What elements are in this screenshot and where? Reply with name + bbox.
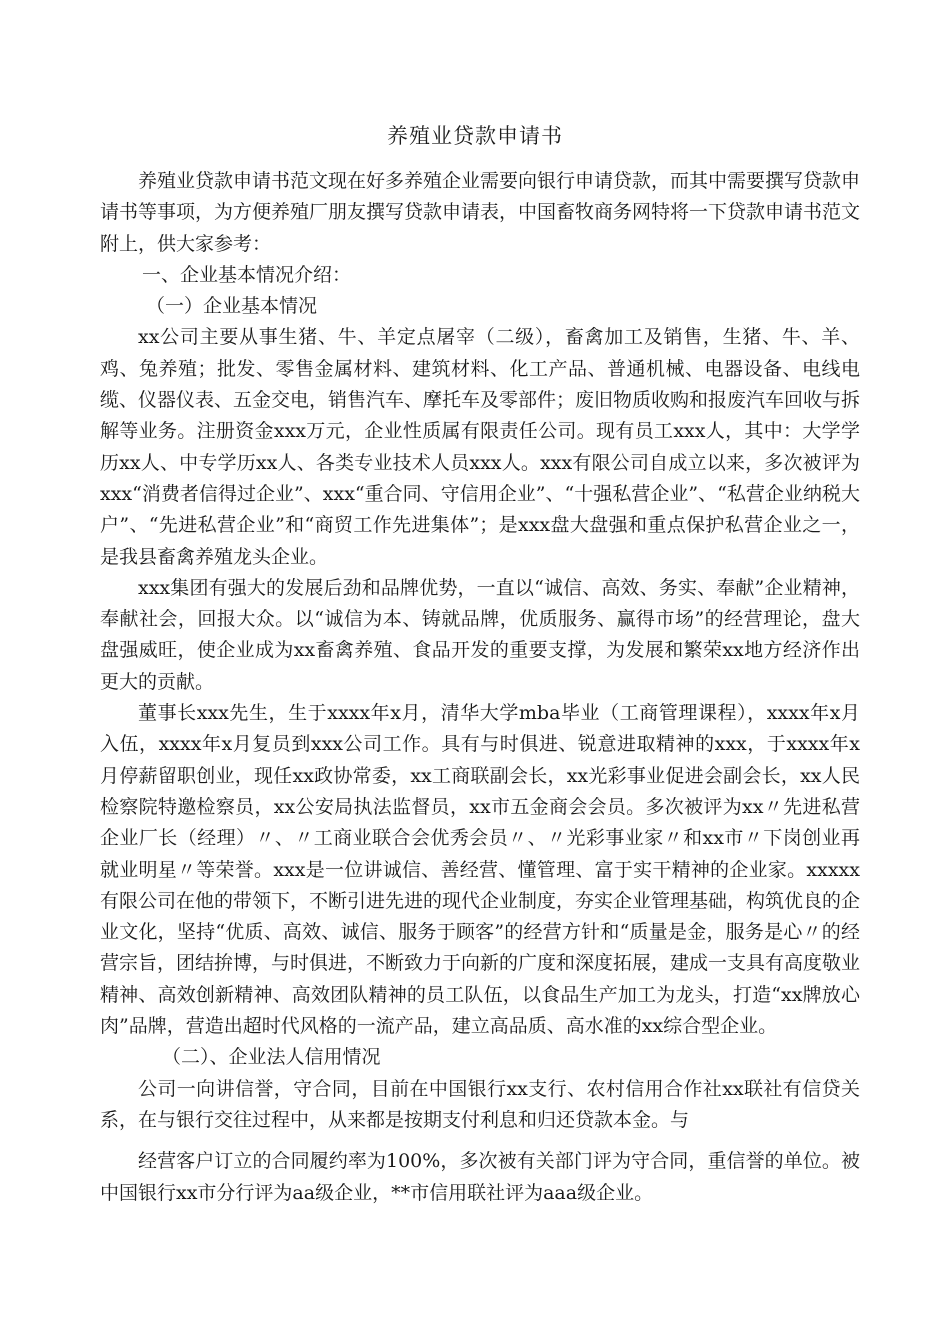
credit-paragraph-part1: 公司一向讲信誉，守合同，目前在中国银行xx支行、农村信用合作社xx联社有信贷关系，在与银行交往过程中，从来都是按期支付利息和归还贷款本金。与	[100, 1077, 860, 1131]
company-paragraph: xx公司主要从事生猪、牛、羊定点屠宰（二级），畜禽加工及销售，生猪、牛、羊、鸡、兔养殖；批发、零售金属材料、建筑材料、化工产品、普通机械、电器设备、电线电缆、仪器仪表、五金交电，销售汽车、摩托车及零部件；废旧物质收购和报废汽车回收与拆解等业务。注册资金xxx万元，企业性质属有限责任公司。现有员工xxx人，其中：大学学历xx人、中专学历xx人、各类专业技术人员xxx人。xxx有限公司自成立以来，多次被评为xxx“消费者信得过企业”、xxx“重合同、守信用企业”、“十强私营企业”、“私营企业纳税大户”、“先进私营企业”和“商贸工作先进集体”；是xxx盘大盘强和重点保护私营企业之一，是我县畜禽养殖龙头企业。	[100, 326, 861, 568]
subsection-heading-basic: （一）企业基本情况	[146, 295, 318, 318]
page-gap	[100, 1136, 860, 1146]
credit-paragraph-part2: 经营客户订立的合同履约率为100%，多次被有关部门评为守合同，重信誉的单位。被中国银行xx市分行评为aa级企业，**市信用联社评为aaa级企业。	[100, 1150, 860, 1204]
document-title: 养殖业贷款申请书	[387, 124, 563, 148]
subsection-heading-credit: （二）、企业法人信用情况	[162, 1046, 381, 1069]
group-paragraph: xxx集团有强大的发展后劲和品牌优势，一直以“诚信、高效、务实、奉献”企业精神，奉献社会，回报大众。以“诚信为本、铸就品牌，优质服务、赢得市场”的经营理论，盘大盘强威旺，使企业成为xx畜禽养殖、食品开发的重要支撑，为发展和繁荣xx地方经济作出更大的贡献。	[100, 576, 860, 693]
chairman-paragraph: 董事长xxx先生，生于xxxx年x月，清华大学mba毕业（工商管理课程），xxxx年x月入伍，xxxx年x月复员到xxx公司工作。具有与时俱进、锐意进取精神的xxx，于xxxx年x月停薪留职创业，现任xx政协常委，xx工商联副会长，xx光彩事业促进会副会长，xx人民检察院特邀检察员，xx公安局执法监督员，xx市五金商会会员。多次被评为xx〃先进私营企业厂长（经理）〃、〃工商业联合会优秀会员〃、〃光彩事业家〃和xx市〃下岗创业再就业明星〃等荣誉。xxx是一位讲诚信、善经营、懂管理、富于实干精神的企业家。xxxxx有限公司在他的带领下，不断引进先进的现代企业制度，夯实企业管理基础，构筑优良的企业文化，坚持“优质、高效、诚信、服务于顾客”的经营方针和“质量是金，服务是心〃的经营宗旨，团结拚博，与时俱进，不断致力于向新的广度和深度拓展，建成一支具有高度敬业精神、高效创新精神、高效团队精神的员工队伍，以食品生产加工为龙头，打造“xx牌放心肉”品牌，营造出超时代风格的一流产品，建立高品质、高水准的xx综合型企业。	[100, 702, 861, 1038]
intro-paragraph: 养殖业贷款申请书范文现在好多养殖企业需要向银行申请贷款，而其中需要撰写贷款申请书等事项，为方便养殖厂朋友撰写贷款申请表，中国畜牧商务网特将一下贷款申请书范文附上，供大家参考：	[100, 170, 861, 255]
document-body	[100, 166, 860, 1209]
section-heading-basic-info: 一、企业基本情况介绍：	[142, 263, 352, 286]
